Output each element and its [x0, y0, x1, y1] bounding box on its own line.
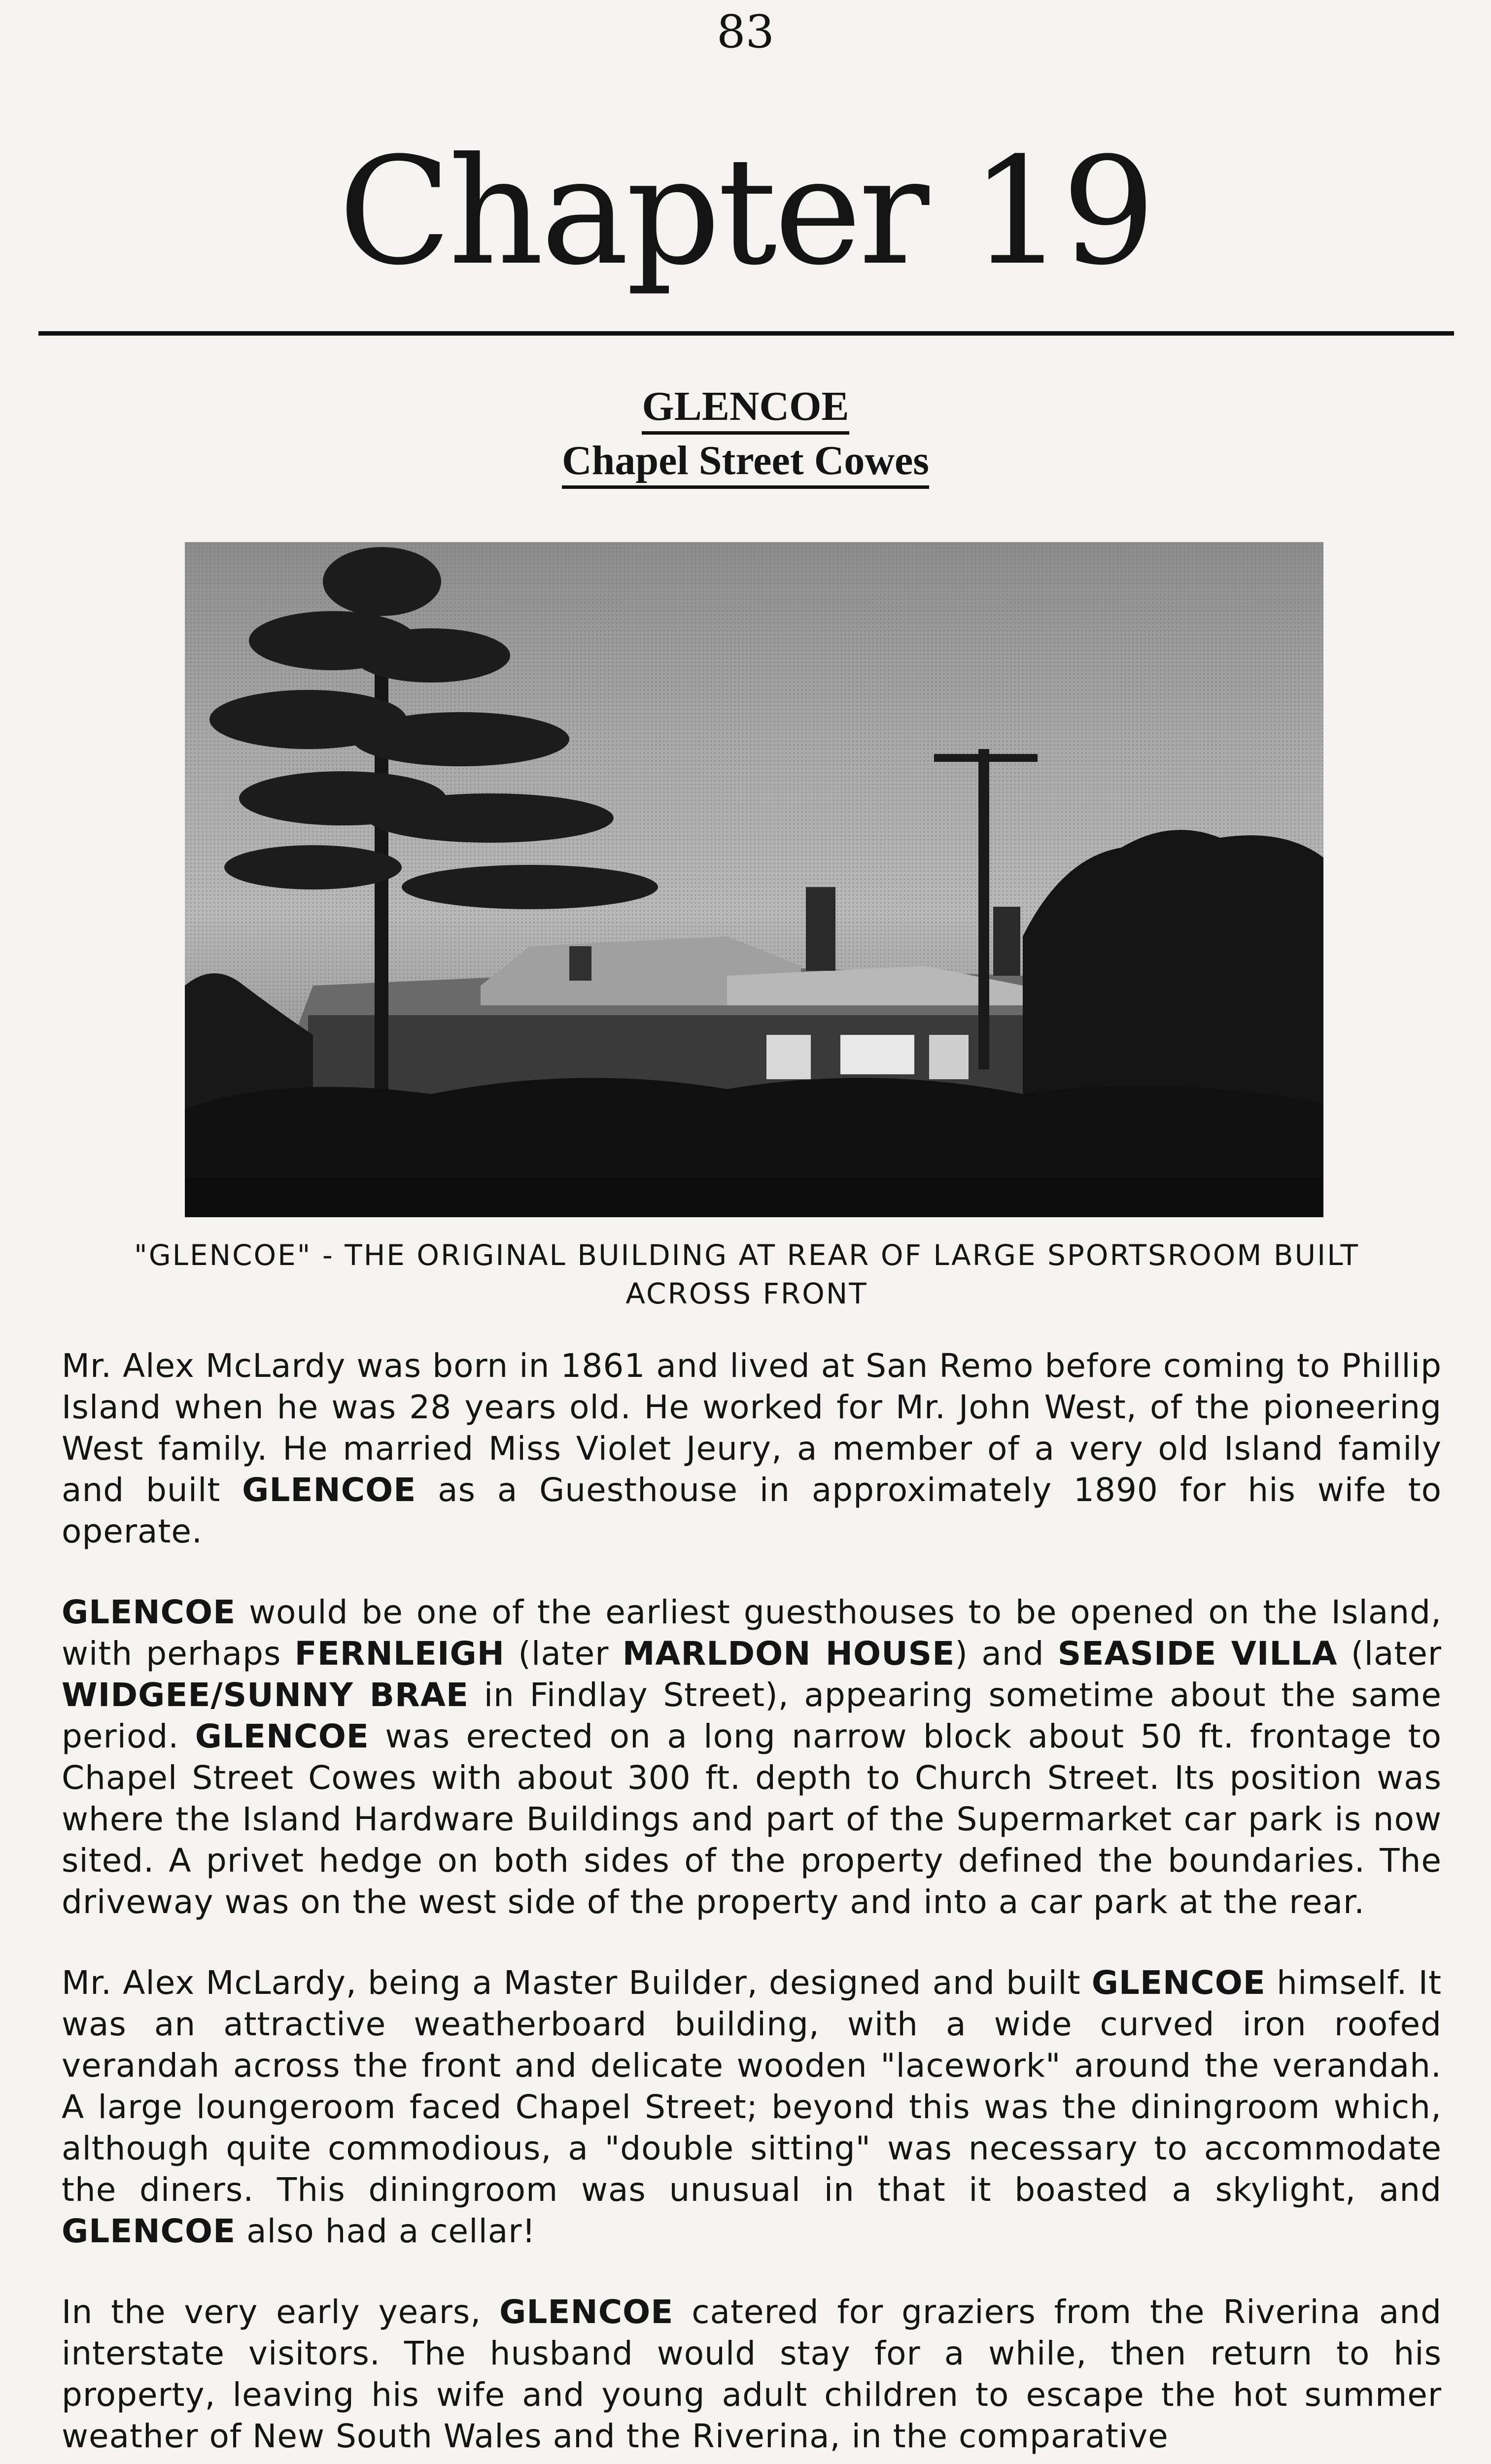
paragraph: [62, 1345, 1442, 1552]
text-run: also had a cellar!: [236, 2212, 536, 2250]
bold-run: FERNLEIGH: [294, 1635, 505, 1673]
text-run: catered for graziers from the Riverina and interstate visitors. The husband would stay for a while, then return to his property, leaving his wife and young adult children to escape the hot summer weather of New South Wales and the Riverina, in the comparative: [62, 2293, 1442, 2455]
bold-run: MARLDON HOUSE: [622, 1635, 955, 1673]
paragraph: [62, 1962, 1442, 2252]
house-sign: [840, 1035, 914, 1074]
text-run: (later: [504, 1635, 623, 1673]
text-run: Mr. Alex McLardy, being a Master Builder, designed and built: [62, 1964, 1092, 2002]
glencoe-photo-illustration: [185, 542, 1323, 1217]
paragraph: [62, 1592, 1442, 1923]
section-heading: GLENCOE: [642, 383, 849, 435]
text-run: In the very early years,: [62, 2293, 500, 2331]
text-run: Mr. Alex McLardy was born in 1861 and lived at San Remo before coming to Phillip Island when he was 28 years old. He worked for Mr. John West, of the pioneering West family. He married Miss Violet Jeury, a member of a very old Island family and built: [62, 1347, 1442, 1509]
text-run: himself. It was an attractive weatherboard building, with a wide curved iron roofed verandah across the front and delicate wooden "lacework" around the verandah. A large loungeroom faced Chapel Street; beyond this was the diningroom which, although quite commodious, a "double sitting" was necessary to accommodate the diners. This diningroom was unusual in that it boasted a skylight, and: [62, 1964, 1442, 2209]
text-run: would be one of the earliest guesthouses to be opened on the Island, with perhaps: [62, 1593, 1442, 1673]
photo-caption: "GLENCOE" - THE ORIGINAL BUILDING AT REAR OF LARGE SPORTSROOM BUILT ACROSS FRONT: [134, 1238, 1359, 1310]
text-run: ) and: [955, 1635, 1058, 1673]
glencoe-photo: [185, 542, 1323, 1217]
body-text: [62, 1345, 1442, 2464]
chapter-title: Chapter 19: [338, 126, 1153, 298]
bold-run: GLENCOE: [62, 2212, 236, 2250]
title-rule: [38, 331, 1454, 336]
bold-run: GLENCOE: [242, 1471, 416, 1509]
bold-run: GLENCOE: [62, 1593, 236, 1631]
bold-run: GLENCOE: [195, 1717, 369, 1755]
text-run: (later: [1337, 1635, 1442, 1673]
paragraph: [62, 2292, 1442, 2457]
page-number: 83: [716, 5, 775, 58]
section-subheading: Chapel Street Cowes: [562, 438, 929, 489]
bold-run: SEASIDE VILLA: [1057, 1635, 1338, 1673]
text-run: as a Guesthouse in approximately 1890 for his wife to operate.: [62, 1471, 1442, 1550]
text-run: in Findlay Street), appearing sometime about the same period.: [62, 1676, 1442, 1755]
text-run: was erected on a long narrow block about 50 ft. frontage to Chapel Street Cowes with about 300 ft. depth to Church Street. Its position was where the Island Hardware Buildings and part of the Supermarket car park is now sited. A privet hedge on both sides of the property defined the boundaries. The driveway was on the west side of the property and into a car park at the rear.: [62, 1717, 1442, 1921]
bold-run: GLENCOE: [1091, 1964, 1266, 2002]
bold-run: GLENCOE: [499, 2293, 674, 2331]
bold-run: WIDGEE/SUNNY BRAE: [62, 1676, 469, 1714]
